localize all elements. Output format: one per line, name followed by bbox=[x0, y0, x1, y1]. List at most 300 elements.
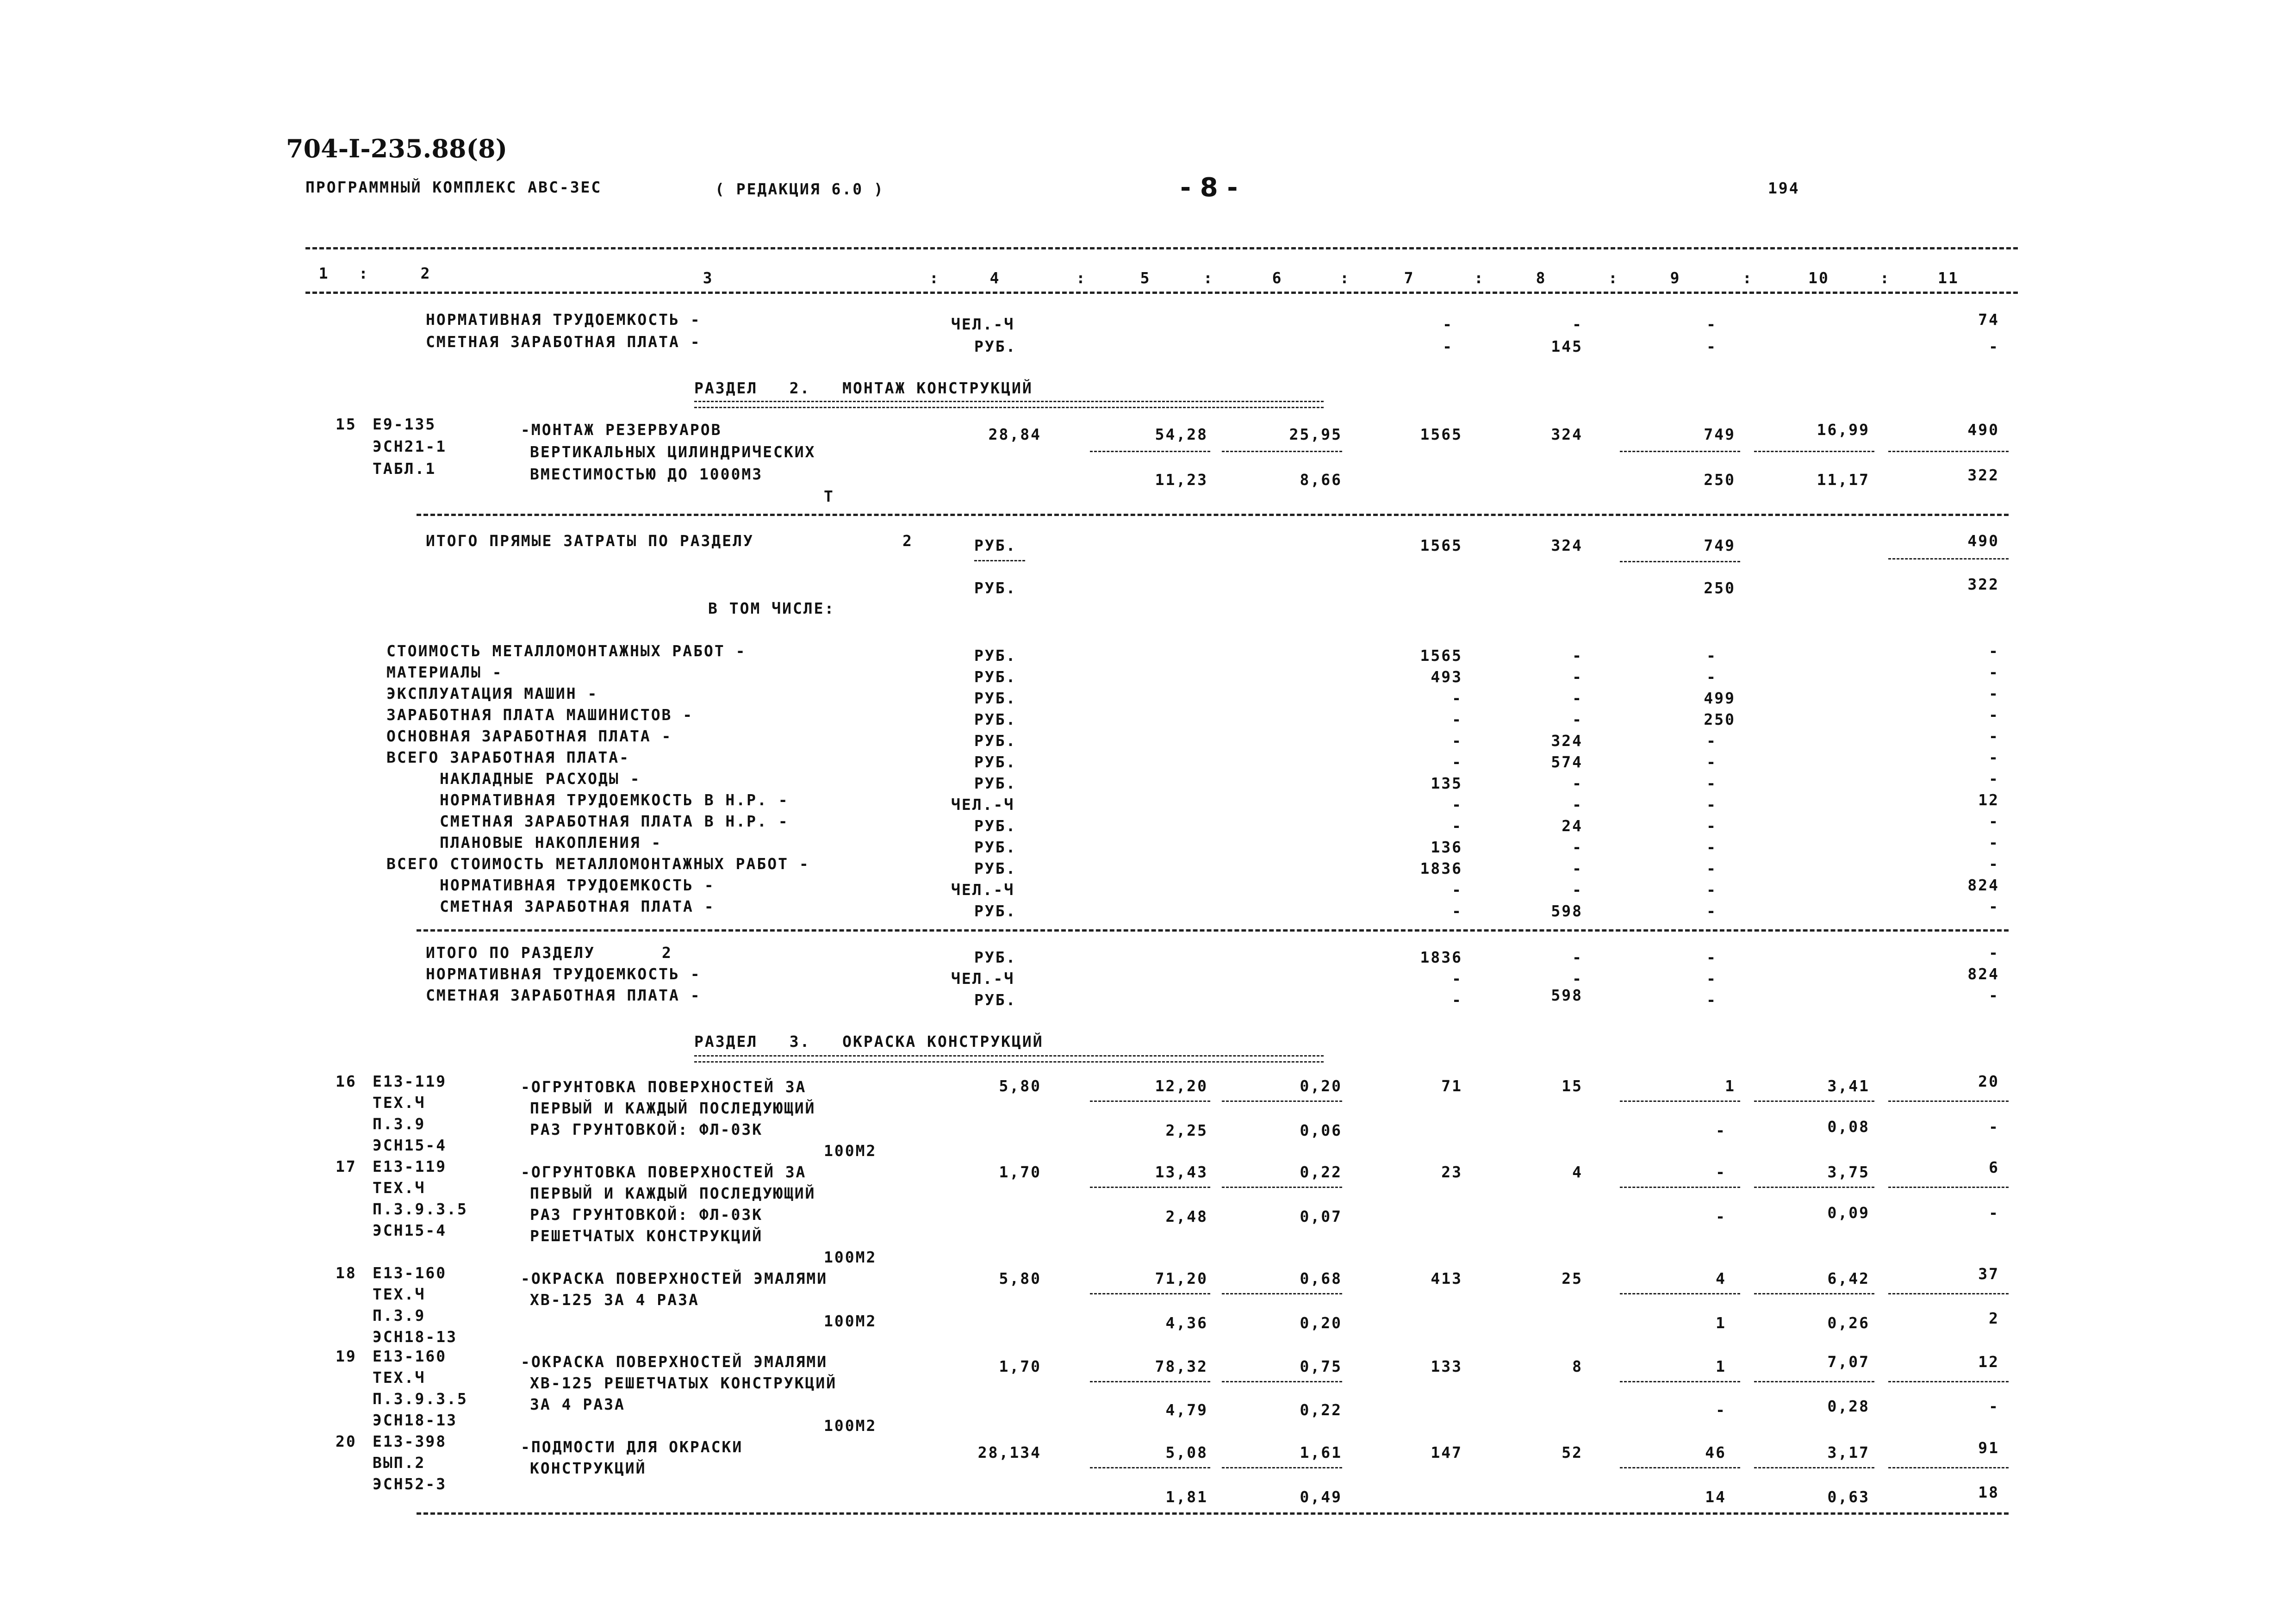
cell-col11: - bbox=[1989, 944, 1999, 962]
row-label: ПЛАНОВЫЕ НАКОПЛЕНИЯ - bbox=[440, 833, 662, 852]
cell-col6: 0,68 bbox=[1300, 1269, 1342, 1287]
cell-divider bbox=[1620, 1293, 1740, 1294]
cell-col9: 499 bbox=[1704, 689, 1736, 707]
column-header: 10 bbox=[1808, 269, 1829, 287]
item-number: 16 bbox=[336, 1072, 357, 1090]
cell-col5: 13,43 bbox=[1155, 1163, 1208, 1181]
cell-divider bbox=[1222, 1293, 1342, 1294]
row-unit: РУБ. bbox=[974, 579, 1017, 597]
cell-col7: 1565 bbox=[1420, 536, 1462, 554]
item-code: ТЕХ.Ч bbox=[373, 1179, 426, 1197]
cell-divider bbox=[1754, 1187, 1874, 1188]
cell-col8: - bbox=[1572, 689, 1583, 707]
cell-col9: - bbox=[1706, 315, 1717, 333]
cell-divider bbox=[1222, 1467, 1342, 1468]
cell-divider bbox=[1754, 1293, 1874, 1294]
cell-divider bbox=[1222, 1381, 1342, 1382]
cell-col9: 250 bbox=[1704, 579, 1736, 597]
row-label: ЭКСПЛУАТАЦИЯ МАШИН - bbox=[386, 684, 598, 703]
cell-divider bbox=[1888, 1187, 2009, 1188]
cell-col11: 91 bbox=[1978, 1439, 1999, 1457]
cell-divider bbox=[1090, 1101, 1210, 1102]
cell-col7: 71 bbox=[1441, 1077, 1462, 1095]
cell-col9: - bbox=[1706, 774, 1717, 792]
cell-col8: - bbox=[1572, 668, 1583, 686]
item-code: ТЕХ.Ч bbox=[373, 1368, 426, 1387]
item-code: ЭСН21-1 bbox=[373, 437, 447, 455]
item-code: Е13-119 bbox=[373, 1072, 447, 1090]
cell-col5: 2,48 bbox=[1165, 1207, 1208, 1225]
column-header-rule-top bbox=[305, 247, 2018, 249]
column-header-divider: : bbox=[1742, 269, 1753, 287]
item-description: ХВ-125 РЕШЕТЧАТЫХ КОНСТРУКЦИЙ bbox=[530, 1374, 837, 1392]
cell-col6: 25,95 bbox=[1289, 425, 1342, 443]
row-unit: РУБ. bbox=[974, 948, 1017, 966]
cell-divider bbox=[1090, 451, 1210, 452]
row-unit: РУБ. bbox=[974, 337, 1017, 355]
cell-col11: 824 bbox=[1967, 965, 1999, 983]
item-code: Е13-398 bbox=[373, 1432, 447, 1450]
item-code: Е13-119 bbox=[373, 1157, 447, 1175]
cell-col11: - bbox=[1989, 1397, 1999, 1415]
including-heading: В ТОМ ЧИСЛЕ: bbox=[708, 599, 835, 617]
item-unit: 100М2 bbox=[824, 1417, 877, 1435]
cell-divider bbox=[1888, 1101, 2009, 1102]
row-unit: РУБ. bbox=[974, 647, 1017, 665]
row-label: МАТЕРИАЛЫ - bbox=[386, 663, 503, 681]
item-code: ВЫП.2 bbox=[373, 1454, 426, 1472]
page-number: - 8 - bbox=[1180, 173, 1238, 203]
row-label: ВСЕГО ЗАРАБОТНАЯ ПЛАТА- bbox=[386, 748, 630, 766]
cell-col5: 4,79 bbox=[1165, 1401, 1208, 1419]
row-unit: РУБ. bbox=[974, 838, 1017, 856]
item-code: ТЕХ.Ч bbox=[373, 1094, 426, 1112]
cell-divider bbox=[1620, 1101, 1740, 1102]
cell-col5: 11,23 bbox=[1155, 471, 1208, 489]
cell-col10: 7,07 bbox=[1827, 1353, 1870, 1371]
column-header: 8 bbox=[1536, 269, 1547, 287]
cell-col7: - bbox=[1452, 689, 1462, 707]
item-code: Е13-160 bbox=[373, 1264, 447, 1282]
item-description: ПЕРВЫЙ И КАЖДЫЙ ПОСЛЕДУЮЩИЙ bbox=[530, 1184, 816, 1202]
cell-col7: - bbox=[1452, 817, 1462, 835]
row-unit: РУБ. bbox=[974, 710, 1017, 728]
cell-divider bbox=[1888, 1467, 2009, 1468]
row-unit: РУБ. bbox=[974, 817, 1017, 835]
cell-col11: 18 bbox=[1978, 1483, 1999, 1501]
cell-col9: - bbox=[1706, 753, 1717, 771]
item-number: 20 bbox=[336, 1432, 357, 1450]
cell-divider bbox=[1620, 1467, 1740, 1468]
column-header: 4 bbox=[989, 269, 1001, 287]
row-label: СМЕТНАЯ ЗАРАБОТНАЯ ПЛАТА - bbox=[426, 986, 701, 1004]
column-header: 2 bbox=[420, 264, 431, 282]
cell-col5: 71,20 bbox=[1155, 1269, 1208, 1287]
cell-col11: 37 bbox=[1978, 1265, 1999, 1283]
cell-col11: - bbox=[1989, 1118, 1999, 1136]
cell-col9: 14 bbox=[1705, 1488, 1726, 1506]
item-description: -МОНТАЖ РЕЗЕРВУАРОВ bbox=[521, 421, 722, 439]
row-unit: РУБ. bbox=[974, 774, 1017, 792]
item-code: Е13-160 bbox=[373, 1347, 447, 1365]
row-unit: РУБ. bbox=[974, 753, 1017, 771]
cell-col9: - bbox=[1716, 1121, 1726, 1139]
cell-col6: 0,20 bbox=[1300, 1314, 1342, 1332]
cell-col7: 1565 bbox=[1420, 425, 1462, 443]
cell-col9: 749 bbox=[1704, 425, 1736, 443]
cell-col11: - bbox=[1989, 727, 1999, 745]
cell-col7: - bbox=[1452, 732, 1462, 750]
program-edition: ( РЕДАКЦИЯ 6.0 ) bbox=[715, 180, 884, 198]
cell-col10: 0,08 bbox=[1827, 1118, 1870, 1136]
cell-divider bbox=[1888, 1293, 2009, 1294]
cell-col8: - bbox=[1572, 647, 1583, 665]
row-label: СМЕТНАЯ ЗАРАБОТНАЯ ПЛАТА - bbox=[440, 897, 715, 915]
cell-col9: 4 bbox=[1716, 1269, 1726, 1287]
row-label: ИТОГО ПРЯМЫЕ ЗАТРАТЫ ПО РАЗДЕЛУ bbox=[426, 532, 754, 550]
section-title: РАЗДЕЛ 2. МОНТАЖ КОНСТРУКЦИЙ bbox=[694, 379, 1033, 397]
column-header-divider: : bbox=[1880, 269, 1891, 287]
item-code: П.3.9 bbox=[373, 1306, 426, 1325]
cell-col11: - bbox=[1989, 642, 1999, 660]
cell-col9: - bbox=[1706, 970, 1717, 988]
cell-col11: 490 bbox=[1967, 421, 1999, 439]
cell-col7: 413 bbox=[1431, 1269, 1462, 1287]
cell-col9: 749 bbox=[1704, 536, 1736, 554]
cell-col10: 3,75 bbox=[1827, 1163, 1870, 1181]
cell-col7: - bbox=[1443, 337, 1453, 355]
cell-col5: 54,28 bbox=[1155, 425, 1208, 443]
row-unit: РУБ. bbox=[974, 991, 1017, 1009]
cell-divider bbox=[1222, 1187, 1342, 1188]
row-label: НОРМАТИВНАЯ ТРУДОЕМКОСТЬ В Н.Р. - bbox=[440, 791, 789, 809]
cell-col9: 46 bbox=[1705, 1443, 1726, 1461]
cell-col8: 24 bbox=[1562, 817, 1583, 835]
cell-col4: 5,80 bbox=[999, 1077, 1041, 1095]
cell-col8: 15 bbox=[1562, 1077, 1583, 1095]
item-code: ЭСН15-4 bbox=[373, 1136, 447, 1154]
cell-col5: 78,32 bbox=[1155, 1357, 1208, 1375]
cell-col11: - bbox=[1989, 706, 1999, 724]
item-description: ВЕРТИКАЛЬНЫХ ЦИЛИНДРИЧЕСКИХ bbox=[530, 443, 816, 461]
cell-col4: 1,70 bbox=[999, 1163, 1041, 1181]
column-header-divider: : bbox=[1474, 269, 1485, 287]
cell-col7: - bbox=[1452, 710, 1462, 728]
cell-col10: 3,41 bbox=[1827, 1077, 1870, 1095]
row-label: ИТОГО ПО РАЗДЕЛУ bbox=[426, 944, 595, 962]
item-description: ХВ-125 ЗА 4 РАЗА bbox=[530, 1291, 699, 1309]
cell-col8: 324 bbox=[1551, 425, 1583, 443]
item-number: 19 bbox=[336, 1347, 357, 1365]
cell-col9: 1 bbox=[1716, 1357, 1726, 1375]
cell-col7: 1836 bbox=[1420, 859, 1462, 877]
cell-col8: 52 bbox=[1562, 1443, 1583, 1461]
cell-col9: - bbox=[1706, 991, 1717, 1009]
item-description: -ОКРАСКА ПОВЕРХНОСТЕЙ ЭМАЛЯМИ bbox=[521, 1353, 828, 1371]
item-description: -ОГРУНТОВКА ПОВЕРХНОСТЕЙ ЗА bbox=[521, 1078, 807, 1096]
row-unit: ЧЕЛ.-Ч bbox=[951, 796, 1015, 814]
item-unit: 100М2 bbox=[824, 1312, 877, 1330]
cell-col5: 4,36 bbox=[1165, 1314, 1208, 1332]
cell-col8: - bbox=[1572, 881, 1583, 899]
cell-col5: 12,20 bbox=[1155, 1077, 1208, 1095]
row-unit: РУБ. bbox=[974, 902, 1017, 920]
sheet-number: 194 bbox=[1768, 179, 1800, 197]
item-description: ПЕРВЫЙ И КАЖДЫЙ ПОСЛЕДУЮЩИЙ bbox=[530, 1099, 816, 1117]
cell-col9: - bbox=[1706, 902, 1717, 920]
row-unit: ЧЕЛ.-Ч bbox=[951, 970, 1015, 988]
row-unit: ЧЕЛ.-Ч bbox=[951, 881, 1015, 899]
item-description: РАЗ ГРУНТОВКОЙ: ФЛ-03К bbox=[530, 1120, 763, 1138]
cell-col8: - bbox=[1572, 859, 1583, 877]
row-label: НОРМАТИВНАЯ ТРУДОЕМКОСТЬ - bbox=[426, 311, 701, 329]
item-code: П.3.9.3.5 bbox=[373, 1200, 468, 1218]
cell-col6: 0,22 bbox=[1300, 1163, 1342, 1181]
row-unit: РУБ. bbox=[974, 859, 1017, 877]
column-header-divider: : bbox=[1076, 269, 1087, 287]
cell-col11: - bbox=[1989, 833, 1999, 852]
row-label: ЗАРАБОТНАЯ ПЛАТА МАШИНИСТОВ - bbox=[386, 706, 694, 724]
cell-col8: - bbox=[1572, 315, 1583, 333]
cell-col9: - bbox=[1706, 668, 1717, 686]
cell-col5: 1,81 bbox=[1165, 1488, 1208, 1506]
item-unit: 100М2 bbox=[824, 1142, 877, 1160]
row-separator bbox=[417, 1512, 2009, 1515]
cell-col4: 28,84 bbox=[988, 425, 1041, 443]
cell-col11: - bbox=[1989, 986, 1999, 1004]
item-code: П.3.9.3.5 bbox=[373, 1390, 468, 1408]
cell-col10: 11,17 bbox=[1817, 471, 1870, 489]
item-code: Е9-135 bbox=[373, 415, 436, 433]
item-code: ЭСН18-13 bbox=[373, 1328, 457, 1346]
cell-col7: - bbox=[1452, 970, 1462, 988]
cell-col9: 250 bbox=[1704, 471, 1736, 489]
cell-col8: 324 bbox=[1551, 732, 1583, 750]
cell-col7: 133 bbox=[1431, 1357, 1462, 1375]
column-header-rule-bottom bbox=[305, 292, 2018, 294]
cell-col11: - bbox=[1989, 855, 1999, 873]
cell-col9: - bbox=[1706, 647, 1717, 665]
cell-col11: - bbox=[1989, 337, 1999, 355]
column-header: 5 bbox=[1140, 269, 1151, 287]
section-number: 2 bbox=[902, 532, 913, 550]
cell-col7: 493 bbox=[1431, 668, 1462, 686]
item-description: ВМЕСТИМОСТЬЮ ДО 1000М3 bbox=[530, 465, 763, 483]
cell-divider bbox=[1222, 451, 1342, 452]
row-unit: РУБ. bbox=[974, 732, 1017, 750]
cell-col11: - bbox=[1989, 770, 1999, 788]
column-header-divider: : bbox=[1203, 269, 1214, 287]
item-description: -ПОДМОСТИ ДЛЯ ОКРАСКИ bbox=[521, 1438, 743, 1456]
cell-col8: 598 bbox=[1551, 986, 1583, 1004]
cell-col6: 0,22 bbox=[1300, 1401, 1342, 1419]
cell-col7: - bbox=[1452, 881, 1462, 899]
item-code: ТЕХ.Ч bbox=[373, 1285, 426, 1303]
cell-col8: 8 bbox=[1572, 1357, 1583, 1375]
cell-col9: - bbox=[1706, 881, 1717, 899]
cell-col6: 1,61 bbox=[1300, 1443, 1342, 1461]
cell-col7: - bbox=[1452, 991, 1462, 1009]
item-description: ЗА 4 РАЗА bbox=[530, 1395, 625, 1413]
cell-col10: 0,26 bbox=[1827, 1314, 1870, 1332]
cell-divider bbox=[1888, 451, 2009, 452]
row-label: СТОИМОСТЬ МЕТАЛЛОМОНТАЖНЫХ РАБОТ - bbox=[386, 642, 747, 660]
cell-col7: 136 bbox=[1431, 838, 1462, 856]
cell-col6: 8,66 bbox=[1300, 471, 1342, 489]
cell-col11: - bbox=[1989, 748, 1999, 766]
section-underline bbox=[694, 1055, 1324, 1063]
cell-col4: 1,70 bbox=[999, 1357, 1041, 1375]
cell-divider bbox=[1090, 1467, 1210, 1468]
cell-divider bbox=[1754, 1381, 1874, 1382]
cell-col7: 1836 bbox=[1420, 948, 1462, 966]
cell-col11: 2 bbox=[1989, 1309, 1999, 1327]
cell-col8: 145 bbox=[1551, 337, 1583, 355]
cell-col11: 322 bbox=[1967, 466, 1999, 484]
cell-col7: 1565 bbox=[1420, 647, 1462, 665]
row-label: СМЕТНАЯ ЗАРАБОТНАЯ ПЛАТА В Н.Р. - bbox=[440, 812, 789, 830]
cell-col11: - bbox=[1989, 812, 1999, 830]
column-header: 7 bbox=[1404, 269, 1415, 287]
cell-col8: 598 bbox=[1551, 902, 1583, 920]
cell-col9: - bbox=[1706, 948, 1717, 966]
cell-col10: 16,99 bbox=[1817, 421, 1870, 439]
item-code: П.3.9 bbox=[373, 1115, 426, 1133]
cell-col7: - bbox=[1452, 796, 1462, 814]
column-header-divider: : bbox=[929, 269, 940, 287]
item-description: КОНСТРУКЦИЙ bbox=[530, 1459, 647, 1477]
cell-col11: - bbox=[1989, 1204, 1999, 1222]
column-header-divider: : bbox=[1608, 269, 1619, 287]
cell-col9: - bbox=[1706, 796, 1717, 814]
cell-divider bbox=[1620, 451, 1740, 452]
item-description: РАЗ ГРУНТОВКОЙ: ФЛ-03К bbox=[530, 1206, 763, 1224]
row-label: НОРМАТИВНАЯ ТРУДОЕМКОСТЬ - bbox=[426, 965, 701, 983]
cell-col7: 147 bbox=[1431, 1443, 1462, 1461]
row-unit: РУБ. bbox=[974, 668, 1017, 686]
cell-col10: 0,09 bbox=[1827, 1204, 1870, 1222]
column-header: 9 bbox=[1670, 269, 1681, 287]
item-description: -ОКРАСКА ПОВЕРХНОСТЕЙ ЭМАЛЯМИ bbox=[521, 1269, 828, 1287]
row-separator bbox=[417, 929, 2009, 932]
cell-col8: - bbox=[1572, 970, 1583, 988]
cell-col6: 0,20 bbox=[1300, 1077, 1342, 1095]
cell-col11: - bbox=[1989, 897, 1999, 915]
cell-col4: 5,80 bbox=[999, 1269, 1041, 1287]
column-header: 1 bbox=[318, 264, 330, 282]
cell-col11: - bbox=[1989, 663, 1999, 681]
item-code: ЭСН18-13 bbox=[373, 1411, 457, 1429]
cell-col6: 0,07 bbox=[1300, 1207, 1342, 1225]
cell-divider bbox=[1620, 561, 1740, 562]
cell-col8: - bbox=[1572, 710, 1583, 728]
cell-col6: 0,75 bbox=[1300, 1357, 1342, 1375]
column-header: 3 bbox=[703, 269, 714, 287]
section-title: РАЗДЕЛ 3. ОКРАСКА КОНСТРУКЦИЙ bbox=[694, 1032, 1044, 1051]
cell-divider bbox=[1090, 1381, 1210, 1382]
cell-col7: - bbox=[1443, 315, 1453, 333]
cell-col8: 574 bbox=[1551, 753, 1583, 771]
cell-col9: - bbox=[1706, 337, 1717, 355]
cell-col9: - bbox=[1706, 817, 1717, 835]
column-header-divider: : bbox=[359, 264, 369, 282]
cell-divider bbox=[1754, 1101, 1874, 1102]
column-header-divider: : bbox=[1340, 269, 1350, 287]
cell-col10: 6,42 bbox=[1827, 1269, 1870, 1287]
cell-col8: - bbox=[1572, 838, 1583, 856]
cell-col11: 20 bbox=[1978, 1072, 1999, 1090]
cell-col8: 4 bbox=[1572, 1163, 1583, 1181]
cell-col7: 135 bbox=[1431, 774, 1462, 792]
cell-divider bbox=[1620, 1381, 1740, 1382]
row-label: ВСЕГО СТОИМОСТЬ МЕТАЛЛОМОНТАЖНЫХ РАБОТ - bbox=[386, 855, 810, 873]
cell-col11: 824 bbox=[1967, 876, 1999, 894]
cell-divider bbox=[1888, 1381, 2009, 1382]
cell-col9: - bbox=[1716, 1163, 1726, 1181]
cell-col5: 5,08 bbox=[1165, 1443, 1208, 1461]
cell-col9: 1 bbox=[1716, 1314, 1726, 1332]
item-number: 17 bbox=[336, 1157, 357, 1175]
cell-col9: - bbox=[1716, 1207, 1726, 1225]
cell-col10: 0,28 bbox=[1827, 1397, 1870, 1415]
item-unit: 100М2 bbox=[824, 1248, 877, 1266]
cell-col7: - bbox=[1452, 753, 1462, 771]
cell-col11: 490 bbox=[1967, 532, 1999, 550]
section-underline bbox=[694, 401, 1324, 408]
cell-col8: - bbox=[1572, 774, 1583, 792]
document-code: 704-I-235.88(8) bbox=[286, 134, 508, 163]
item-code: ЭСН52-3 bbox=[373, 1475, 447, 1493]
cell-divider bbox=[1754, 451, 1874, 452]
section-number: 2 bbox=[662, 944, 672, 962]
row-unit: РУБ. bbox=[974, 689, 1017, 707]
cell-divider bbox=[1620, 1187, 1740, 1188]
item-code: ЭСН15-4 bbox=[373, 1221, 447, 1239]
cell-col7: 23 bbox=[1441, 1163, 1462, 1181]
item-number: 15 bbox=[336, 415, 357, 433]
cell-divider bbox=[1090, 1293, 1210, 1294]
item-description: РЕШЕТЧАТЫХ КОНСТРУКЦИЙ bbox=[530, 1227, 763, 1245]
item-number: 18 bbox=[336, 1264, 357, 1282]
cell-col11: 12 bbox=[1978, 791, 1999, 809]
cell-col9: 250 bbox=[1704, 710, 1736, 728]
cell-col6: 0,49 bbox=[1300, 1488, 1342, 1506]
cell-col7: - bbox=[1452, 902, 1462, 920]
cell-col10: 3,17 bbox=[1827, 1443, 1870, 1461]
row-unit: РУБ. bbox=[974, 536, 1017, 554]
cell-col11: 12 bbox=[1978, 1353, 1999, 1371]
cell-col9: - bbox=[1706, 859, 1717, 877]
cell-col11: 74 bbox=[1978, 311, 1999, 329]
cell-col10: 0,63 bbox=[1827, 1488, 1870, 1506]
program-name: ПРОГРАММНЫЙ КОМПЛЕКС АВС-3ЕС bbox=[305, 178, 602, 196]
cell-col11: 6 bbox=[1989, 1158, 1999, 1176]
row-separator bbox=[417, 514, 2009, 516]
cell-col8: - bbox=[1572, 796, 1583, 814]
cell-col8: - bbox=[1572, 948, 1583, 966]
column-header: 6 bbox=[1272, 269, 1283, 287]
row-unit: ЧЕЛ.-Ч bbox=[951, 315, 1015, 333]
column-header: 11 bbox=[1938, 269, 1959, 287]
cell-divider bbox=[1090, 1187, 1210, 1188]
cell-col9: - bbox=[1706, 838, 1717, 856]
cell-col6: 0,06 bbox=[1300, 1121, 1342, 1139]
cell-col11: 322 bbox=[1967, 575, 1999, 593]
cell-col4: 28,134 bbox=[977, 1443, 1041, 1461]
item-unit: Т bbox=[824, 487, 834, 505]
item-description: -ОГРУНТОВКА ПОВЕРХНОСТЕЙ ЗА bbox=[521, 1163, 807, 1181]
cell-divider bbox=[1754, 1467, 1874, 1468]
